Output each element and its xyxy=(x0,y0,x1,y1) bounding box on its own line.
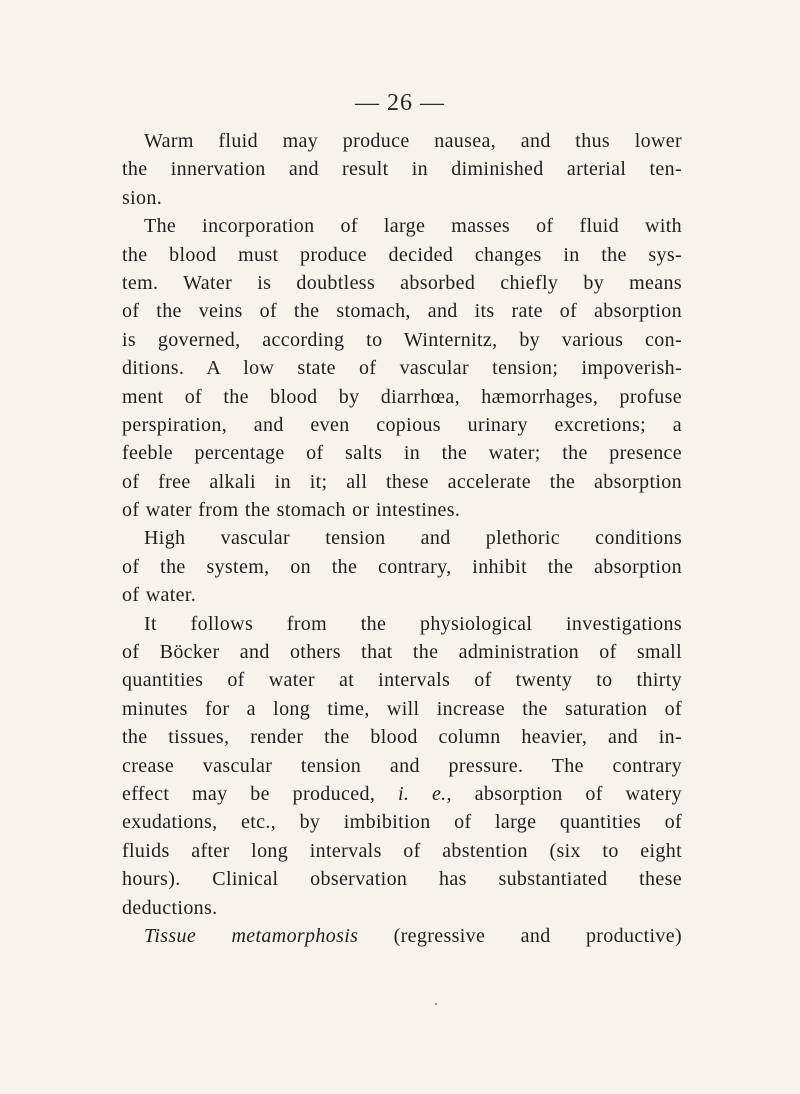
italic-term: Tissue metamorphosis xyxy=(144,924,359,947)
italic-abbreviation: i. e. xyxy=(397,782,447,805)
text-line: feeble percentage of salts in the water; the presence xyxy=(122,442,682,465)
text-line: the blood must produce decided changes in the sys- xyxy=(122,243,682,266)
text-line: ditions. A low state of vascular tension; impoverish- xyxy=(122,357,682,380)
text-line: of Böcker and others that the administration of small xyxy=(122,641,682,664)
text-line: of free alkali in it; all these accelerate the absorption xyxy=(122,470,682,493)
text-line: of water. xyxy=(122,584,197,607)
text-line: minutes for a long time, will increase the saturation of xyxy=(122,697,682,720)
text-line-with-italic xyxy=(122,922,682,950)
text-line-with-italic xyxy=(122,780,682,808)
text-segment: , absorption of watery xyxy=(446,782,682,805)
body-text xyxy=(122,127,682,950)
text-line: is governed, according to Winternitz, by various con- xyxy=(122,328,682,351)
text-line: It follows from the physiological investigations xyxy=(144,612,682,635)
text-line: High vascular tension and plethoric conditions xyxy=(144,527,682,550)
text-line: the innervation and result in diminished arterial ten- xyxy=(122,158,682,181)
text-line: Warm fluid may produce nausea, and thus lower xyxy=(144,130,682,152)
text-line: ment of the blood by diarrhœa, hæmorrhages, profuse xyxy=(122,385,682,408)
text-line: exudations, etc., by imbibition of large quantities of xyxy=(122,811,682,834)
print-speck xyxy=(435,1003,437,1005)
text-segment: effect may be produced, xyxy=(122,782,398,805)
text-line: the tissues, render the blood column heavier, and in- xyxy=(122,726,682,749)
text-line: sion. xyxy=(122,186,163,209)
page-number: — 26 — xyxy=(355,90,445,116)
text-segment: (regressive and productive) xyxy=(358,924,682,947)
text-line: hours). Clinical observation has substantiated these xyxy=(122,868,682,891)
text-line: perspiration, and even copious urinary excretions; a xyxy=(122,413,682,436)
text-line: quantities of water at intervals of twenty to thirty xyxy=(122,669,682,692)
text-line: of water from the stomach or intestines. xyxy=(122,499,461,522)
text-line: fluids after long intervals of abstention (six to eight xyxy=(122,839,682,862)
text-line: of the system, on the contrary, inhibit the absorption xyxy=(122,555,682,578)
text-line: deductions. xyxy=(122,896,218,919)
text-line: of the veins of the stomach, and its rate of absorption xyxy=(122,300,682,323)
text-line: crease vascular tension and pressure. The contrary xyxy=(122,754,682,777)
text-line: The incorporation of large masses of fluid with xyxy=(144,215,682,238)
text-line: tem. Water is doubtless absorbed chiefly by means xyxy=(122,271,682,294)
